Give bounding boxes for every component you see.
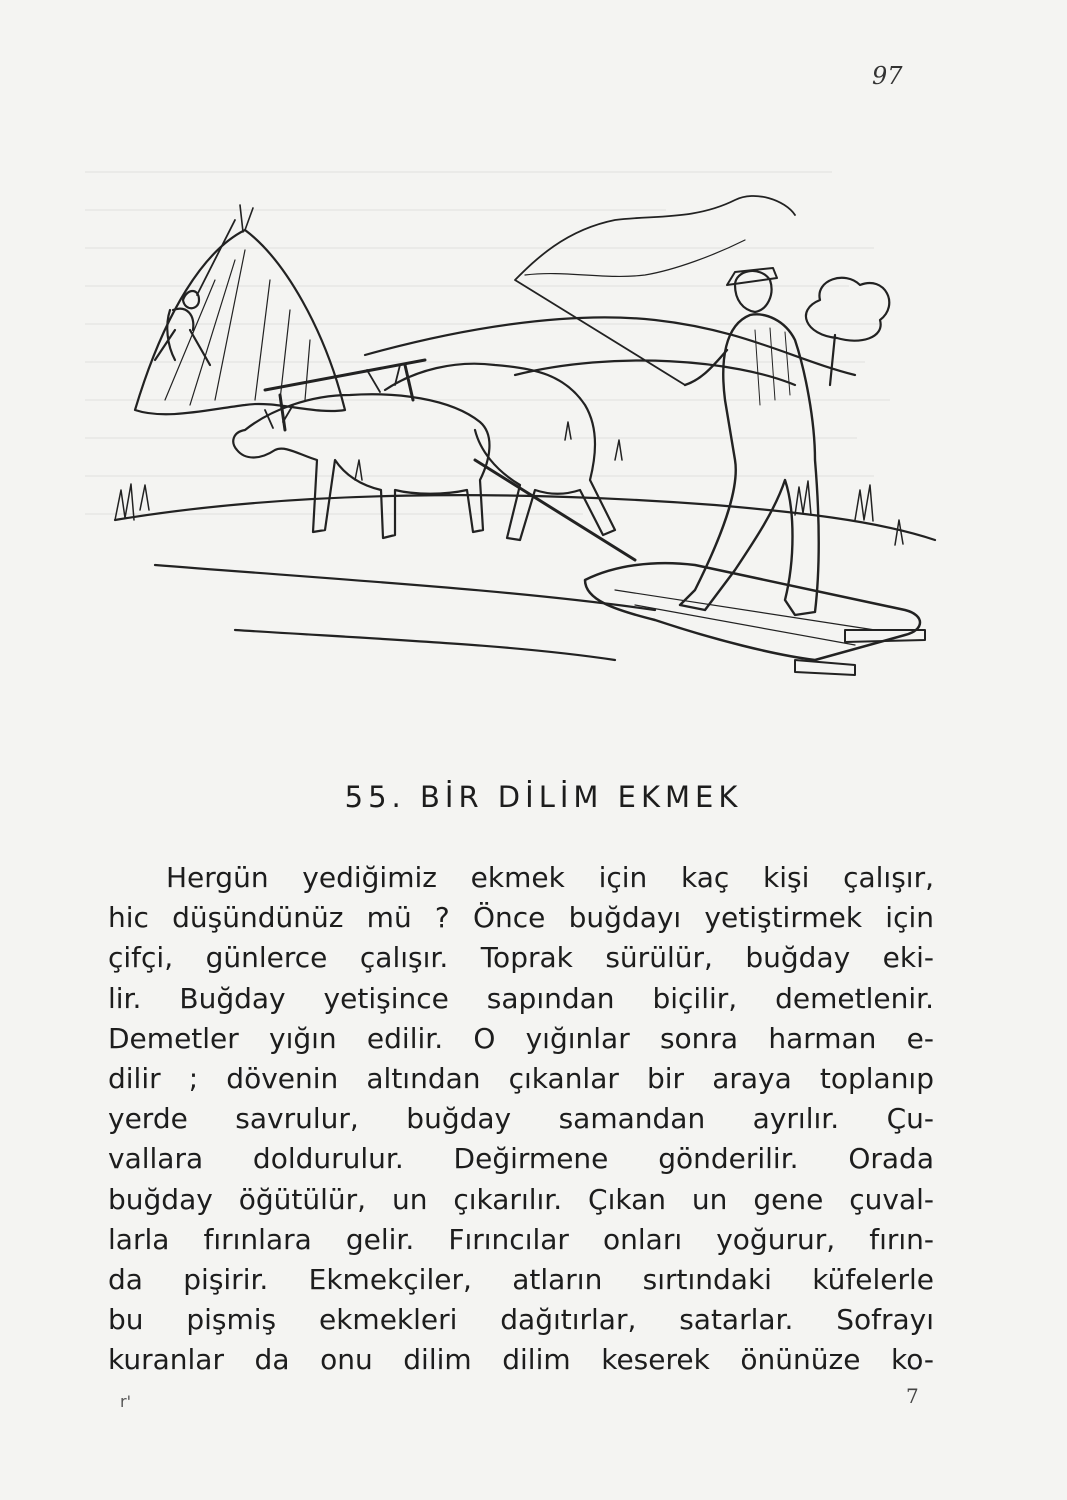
paragraph-line: Hergün yediğimiz ekmek için kaç kişi çalışır, <box>166 861 934 894</box>
ground-line <box>155 565 655 610</box>
paragraph-line: lir. Buğday yetişince sapından biçilir, demetlenir. <box>108 981 934 1015</box>
signature-number: 7 <box>906 1384 919 1408</box>
paragraph-line: bu pişmiş ekmekleri dağıtırlar, satarlar. Sofrayı <box>108 1303 934 1337</box>
paragraph-line: da pişirir. Ekmekçiler, atların sırtındaki küfelerle <box>108 1262 934 1296</box>
ox-left <box>233 394 489 538</box>
paragraph-line: kuranlar da onu dilim dilim keserek önünüze ko- <box>108 1343 934 1377</box>
farmer <box>735 271 772 312</box>
haystack-worker <box>155 291 210 365</box>
tree <box>806 278 889 385</box>
paragraph-line: çifçi, günlerce çalışır. Toprak sürülür, buğday eki- <box>108 941 934 975</box>
paragraph-line: hic düşündünüz mü ? Önce buğdayı yetiştirmek için <box>108 901 934 935</box>
hill-line <box>365 317 855 375</box>
paragraph-line: yerde savrulur, buğday samandan ayrılır. Çu- <box>108 1102 934 1136</box>
hill-line <box>515 361 795 385</box>
paragraph-line: vallara doldurulur. Değirmene gönderilir. Orada <box>108 1142 934 1176</box>
harness-pole <box>475 460 635 560</box>
paragraph-line: larla fırınlara gelir. Fırıncılar onları yoğurur, fırın- <box>108 1222 934 1256</box>
paragraph-line: buğday öğütülür, un çıkarılır. Çıkan un gene çuval- <box>108 1182 934 1216</box>
whip <box>515 196 795 385</box>
paragraph <box>108 858 934 1380</box>
ground-line <box>235 630 615 660</box>
ox-right <box>385 364 615 540</box>
threshing-scene-illustration <box>95 160 945 700</box>
page-number: 97 <box>872 62 903 90</box>
paragraph-line: dilir ; dövenin altından çıkanlar bir araya toplanıp <box>108 1061 934 1095</box>
paragraph-line: Demetler yığın edilir. O yığınlar sonra harman e- <box>108 1021 934 1055</box>
signature-mark: r' <box>120 1392 131 1411</box>
chapter-title: 55. BİR DİLİM EKMEK <box>344 780 743 814</box>
ground-line <box>115 495 935 540</box>
